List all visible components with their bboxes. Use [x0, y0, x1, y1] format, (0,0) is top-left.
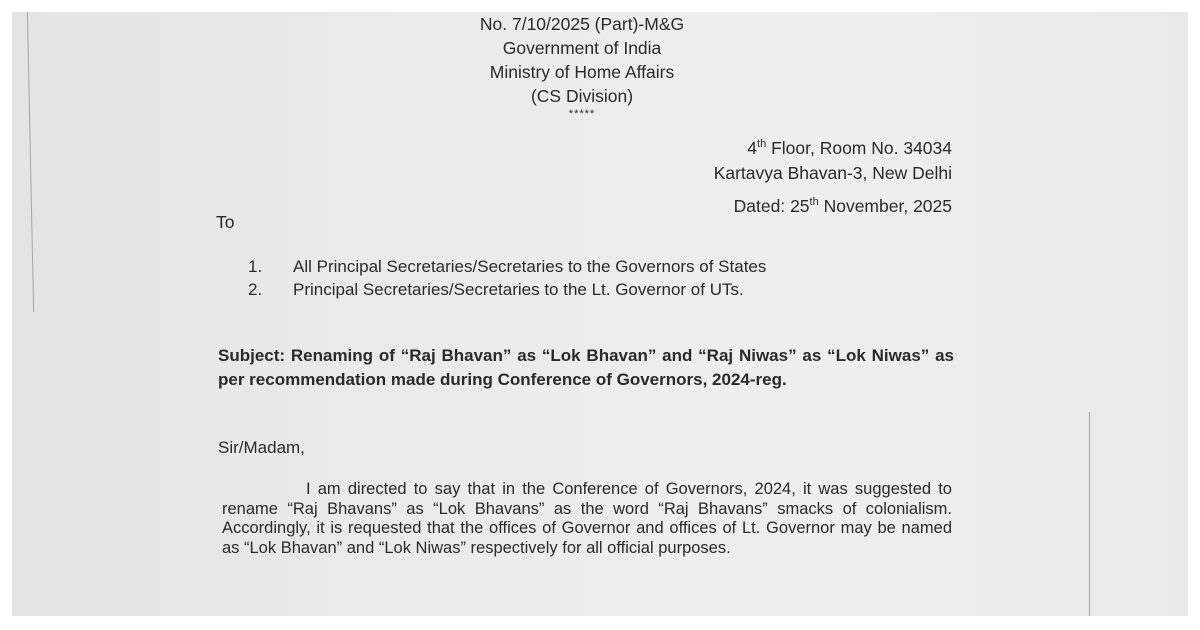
org-division: (CS Division)	[530, 86, 634, 106]
org-ministry: Ministry of Home Affairs	[489, 62, 675, 82]
subject-line: Subject: Renaming of “Raj Bhavan” as “Lok Bhavan” and “Raj Niwas” as “Lok Niwas” as per recommendation made during Conference of Governors, 2024-reg.	[218, 346, 954, 389]
government-letter	[12, 12, 1188, 616]
body-paragraph: I am directed to say that in the Conference of Governors, 2024, it was suggested to rename “Raj Bhavans” as “Lok Bhavans” as the word “Raj Bhavans” smacks of colonialism. Accordingly, it is requested that the offices of Governor and offices of Lt. Governor may be named as “Lok Bhavan” and “Lok Niwas” respectively for all official purposes.	[222, 480, 952, 557]
address-building: Kartavya Bhavan-3, New Delhi	[713, 162, 952, 183]
to-label: To	[216, 212, 235, 232]
header-separator: *****	[568, 108, 596, 120]
org-government: Government of India	[502, 38, 662, 58]
salutation: Sir/Madam,	[218, 438, 305, 457]
sender-address	[714, 132, 952, 219]
address-floor: 4th Floor, Room No. 34034	[747, 137, 952, 158]
document-photo	[12, 12, 1188, 616]
list-item: 1. All Principal Secretaries/Secretaries to the Governors of States	[248, 257, 767, 276]
letter-date: Dated: 25th November, 2025	[733, 195, 952, 216]
recipient-list	[248, 255, 766, 301]
list-item: 2. Principal Secretaries/Secretaries to the Lt. Governor of UTs.	[248, 280, 744, 299]
letter-header	[412, 12, 752, 120]
reference-number: No. 7/10/2025 (Part)-M&G	[479, 14, 685, 34]
